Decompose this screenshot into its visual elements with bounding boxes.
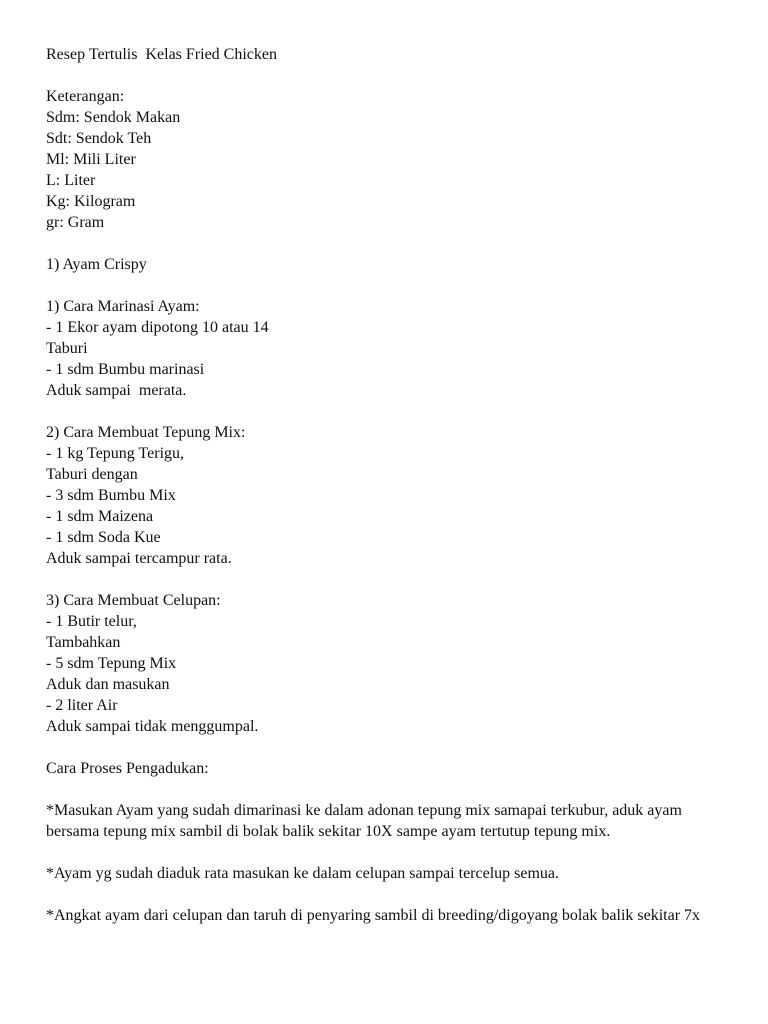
legend-item: Sdt: Sendok Teh <box>46 130 152 147</box>
instruction-line: Taburi dengan <box>46 466 138 483</box>
spacer <box>46 779 736 800</box>
section-heading: 3) Cara Membuat Celupan: <box>46 592 221 609</box>
spacer <box>46 737 736 758</box>
section-heading: 1) Cara Marinasi Ayam: <box>46 298 200 315</box>
spacer <box>46 884 736 905</box>
process-step: *Ayam yg sudah diaduk rata masukan ke dalam celupan sampai tercelup semua. <box>46 865 560 882</box>
spacer <box>46 569 736 590</box>
instruction-line: Aduk sampai tidak menggumpal. <box>46 718 259 735</box>
section-heading: Cara Proses Pengadukan: <box>46 760 209 777</box>
instruction-line: - 1 sdm Soda Kue <box>46 529 161 546</box>
instruction-line: - 3 sdm Bumbu Mix <box>46 487 176 504</box>
instruction-line: - 2 liter Air <box>46 697 118 714</box>
instruction-line: Taburi <box>46 340 88 357</box>
instruction-line: - 1 Butir telur, <box>46 613 137 630</box>
tepung-mix-section <box>46 422 736 569</box>
instruction-line: Aduk sampai merata. <box>46 382 187 399</box>
process-step: *Masukan Ayam yang sudah dimarinasi ke dalam adonan tepung mix samapai terkubur, aduk ayam bersama tepung mix sambil di bolak balik sekitar 10X sampe ayam tertutup tepung mix. <box>46 802 682 840</box>
legend-heading: Keterangan: <box>46 88 125 105</box>
spacer <box>46 65 736 86</box>
legend-section <box>46 86 736 233</box>
instruction-line: - 1 sdm Maizena <box>46 508 154 525</box>
instruction-line: - 1 Ekor ayam dipotong 10 atau 14 <box>46 319 269 336</box>
instruction-line: - 1 sdm Bumbu marinasi <box>46 361 205 378</box>
spacer <box>46 233 736 254</box>
instruction-line: Tambahkan <box>46 634 121 651</box>
instruction-line: - 5 sdm Tepung Mix <box>46 655 177 672</box>
legend-item: Kg: Kilogram <box>46 193 136 210</box>
legend-item: Sdm: Sendok Makan <box>46 109 181 126</box>
legend-item: L: Liter <box>46 172 96 189</box>
recipe-heading: 1) Ayam Crispy <box>46 256 147 273</box>
spacer <box>46 842 736 863</box>
instruction-line: Aduk dan masukan <box>46 676 170 693</box>
document-title: Resep Tertulis Kelas Fried Chicken <box>46 46 277 63</box>
spacer <box>46 275 736 296</box>
instruction-line: - 1 kg Tepung Terigu, <box>46 445 185 462</box>
instruction-line: Aduk sampai tercampur rata. <box>46 550 232 567</box>
legend-item: Ml: Mili Liter <box>46 151 136 168</box>
section-heading: 2) Cara Membuat Tepung Mix: <box>46 424 246 441</box>
legend-item: gr: Gram <box>46 214 105 231</box>
spacer <box>46 401 736 422</box>
celupan-section <box>46 590 736 737</box>
recipe-document <box>46 44 736 926</box>
proses-section <box>46 758 736 926</box>
process-step: *Angkat ayam dari celupan dan taruh di penyaring sambil di breeding/digoyang bolak balik sekitar 7x <box>46 907 701 924</box>
marinasi-section <box>46 296 736 401</box>
